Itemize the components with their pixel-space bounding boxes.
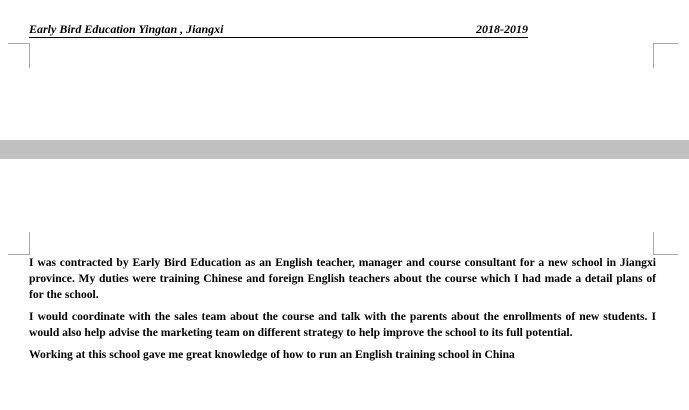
paragraph-3: Working at this school gave me great knowledge of how to run an English training school in China — [29, 348, 515, 361]
header-right-text: 2018-2019 — [476, 22, 528, 36]
paragraph-2: I would coordinate with the sales team about the course and talk with the parents about the enrollments of new students. I would also help advise the marketing team on different strategy to help improve the school to its full potential. — [29, 310, 656, 339]
header-left-text: Early Bird Education Yingtan , Jiangxi — [29, 22, 224, 36]
margin-corner-top-right — [653, 43, 678, 68]
margin-corner-bottom-right — [653, 232, 678, 255]
margin-corner-bottom-left — [8, 232, 30, 255]
page-header — [29, 21, 528, 38]
document-body[interactable] — [29, 255, 656, 369]
page-separator — [0, 140, 689, 159]
margin-corner-top-left — [8, 43, 30, 68]
paragraph-1: I was contracted by Early Bird Education as an English teacher, manager and course consultant for a new school in Jiangxi province. My duties were training Chinese and foreign English teachers about the course which I had made a detail plans of for the school. — [29, 256, 656, 301]
